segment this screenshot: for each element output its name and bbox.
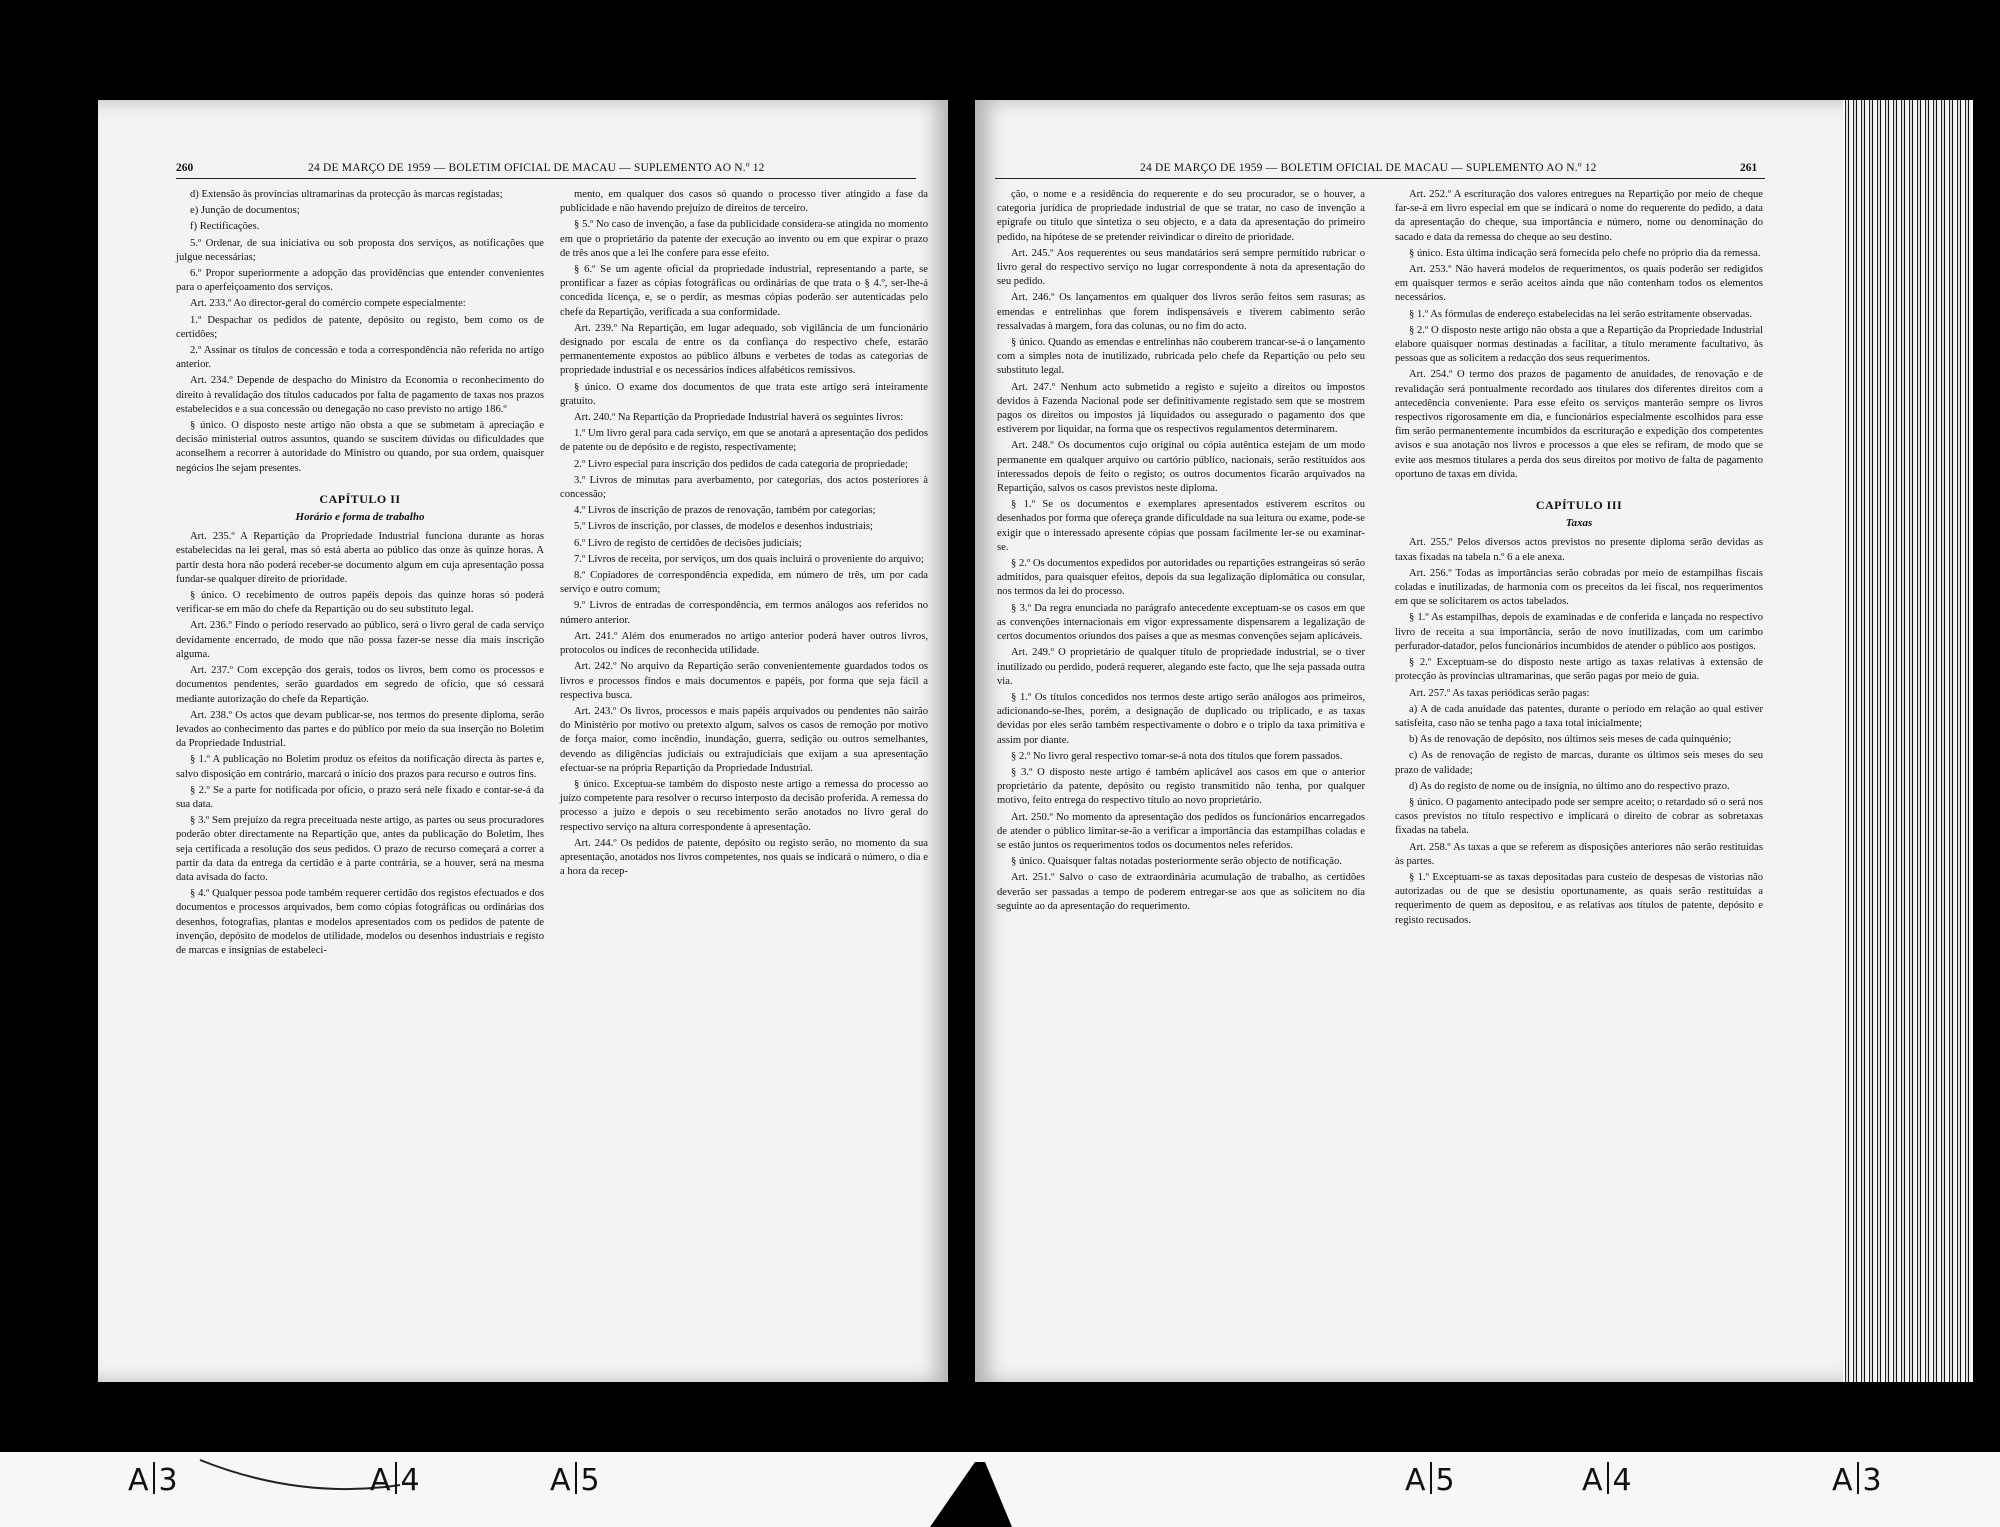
running-header: 24 DE MARÇO DE 1959 — BOLETIM OFICIAL DE MACAU — SUPLEMENTO AO N.º 12 [1140,162,1597,174]
paragraph: § 1.º Se os documentos e exemplares apresentados estiverem escritos ou desenhados por forma que ofereça grande dificuldade na sua leitura ou exame, pode-se exigir que o interessado apresente cópias que possam facilmente ler-se ou examinar-se. [997,499,1365,553]
paragraph: § único. Quaisquer faltas notadas posteriormente serão objecto de notificação. [1011,856,1342,868]
paragraph: Art. 248.º Os documentos cujo original ou cópia autêntica estejam de um modo permanente em qualquer arquivo ou cartório público, nacionais, serão restituídos aos interessados depois de feito o registo; os outros documentos ficarão arquivados na Repartição, salvos os casos previstos neste diploma. [997,440,1365,495]
paragraph: § 4.º Qualquer pessoa pode também requerer certidão dos registos efectuados e dos documentos e processos arquivados, bem como cópias fotográficas ou ordinárias dos desenhos, fotografias, plantas e modelos apresentados com os pedidos de patente de invenção, depósito de modelos de utilidade, modelos ou desenhos industriais e registo de marcas e insígnias de estabeleci- [176,888,544,956]
paragraph: Art. 251.º Salvo o caso de extraordinária acumulação de trabalho, as certidões deverão ser passadas a tempo de poderem entregar-se aos que as solicitem no dia seguinte ao da apresentação do requerimento. [997,872,1365,912]
paragraph: § 1.º Exceptuam-se as taxas depositadas para custeio de despesas de vistorias não autorizadas ou de que se desistiu oportunamente, as quais serão restituídas a requerimento de quem as depositou, e as relativas aos títulos de patente, depósito e registo recusados. [1395,871,1763,926]
header-rule [995,178,1765,179]
paragraph: § 2.º Se a parte for notificada por ofício, o prazo será nele fixado e contar-se-á da sua data. [176,784,544,810]
paragraph: 2.º Assinar os títulos de concessão e toda a correspondência não referida no artigo anterior. [176,345,544,371]
paragraph: § 2.º Exceptuam-se do disposto neste artigo as taxas relativas à extensão de protecção às províncias ultramarinas, que serão pagas por meio de guia. [1395,657,1763,683]
paragraph: § 2.º No livro geral respectivo tomar-se-á nota dos títulos que forem passados. [1011,750,1343,762]
paragraph: c) As de renovação de registo de marcas, durante os últimos seis meses do seu prazo de validade; [1395,750,1763,776]
paragraph: Art. 234.º Depende de despacho do Ministro da Economia o reconhecimento do direito à revalidação dos títulos caducados por falta de pagamento de taxas nos prazos estabelecidos e a sua concessão ou denegação no caso previsto no artigo 186.º [176,375,544,415]
paragraph: 6.º Livro de registo de certidões de decisões judiciais; [574,537,802,549]
paragraph: Art. 253.º Não haverá modelos de requerimentos, os quais poderão ser redigidos em quaisquer termos e serão aceitos ainda que não contenham todos os elementos necessários. [1395,264,1763,304]
paragraph: Art. 246.º Os lançamentos em qualquer dos livros serão feitos sem rasuras; as emendas e entrelinhas que forem indispensáveis e tiverem cabimento serão ressalvadas à margem, fora das colunas, ou no fim do acto. [997,292,1365,332]
paragraph: § 2.º O disposto neste artigo não obsta a que a Repartição da Propriedade Industrial elabore quaisquer normas destinadas a facilitar, a título meramente facultativo, às pessoas que as solicitem a redacção dos seus requerimentos. [1395,324,1763,365]
paragraph: 3.º Livros de minutas para averbamento, por categorias, dos actos posteriores à concessão; [560,474,928,501]
film-notch [0,1440,2000,1527]
paragraph: § 1.º Os títulos concedidos nos termos deste artigo serão análogos aos primeiros, adicionando-se-lhes, porém, a designação de duplicado ou triplicado, e as taxas devidas por eles serão também respectivamente o dobro e o triplo da taxa primitiva e assim por diante. [997,691,1365,746]
chapter-subtitle: Horário e forma de trabalho [295,511,425,524]
paragraph: Art. 240.º Na Repartição da Propriedade Industrial haverá os seguintes livros: [574,412,904,424]
paragraph: 5.º Ordenar, de sua iniciativa ou sob proposta dos serviços, as notificações que julgue necessárias; [176,237,544,263]
paragraph: e) Junção de documentos; [190,205,300,217]
chapter-title: CAPÍTULO III [1535,498,1623,513]
paragraph: 9.º Livros de entradas de correspondência, em termos análogos aos referidos no número anterior. [560,600,928,626]
paragraph: Art. 233.º Ao director-geral do comércio compete especialmente: [190,298,466,310]
paragraph: § único. Exceptua-se também do disposto neste artigo a remessa do processo ao juízo competente para resolver o recurso interposto da decisão proferida. A remessa do processo a juízo e depois o seu recebimento serão anotados no livro geral do respectivo serviço na altura correspondente à apresentação. [560,778,928,833]
paragraph: d) Extensão às províncias ultramarinas da protecção às marcas registadas; [190,189,503,200]
running-header: 24 DE MARÇO DE 1959 — BOLETIM OFICIAL DE MACAU — SUPLEMENTO AO N.º 12 [308,162,765,174]
text-column-left [997,188,1365,916]
paragraph: d) As do registo de nome ou de insígnia, no último ano do respectivo prazo. [1409,780,1730,792]
chapter-subtitle: Taxas [1565,517,1593,530]
paragraph: ção, o nome e a residência do requerente e do seu procurador, se o houver, a categoria jurídica de propriedade industrial de que se tratar, no caso de invenção a epígrafe ou título que sintetiza o seu objecto, e a data da apresentação do primeiro pedido, na hipótese de se pretender reivindicar o direito de prioridade. [997,189,1365,243]
paragraph: Art. 247.º Nenhum acto submetido a registo e sujeito a direitos ou impostos devidos à Fazenda Nacional pode ser definitivamente registado sem que se mostrem pagos os direitos ou impostos já liquidados ou assegurado o pagamento dos que estiverem por liquidar, na forma que os respectivos regulamentos determinarem. [997,381,1365,436]
paragraph: Art. 252.º A escrituração dos valores entregues na Repartição por meio de cheque far-se-á em livro especial em que se indicará o nome do requerente do pedido, a data da apresentação do cheque, sua importância e número, nome ou denominação do sacado e data da remessa do cheque ao seu destino. [1395,189,1763,243]
paragraph: § 3.º O disposto neste artigo é também aplicável aos casos em que o anterior proprietário da patente, depósito ou registo transmitido não tenha, por qualquer motivo, feito entrega do respectivo título ao novo proprietário. [997,766,1365,807]
paragraph: § 2.º Os documentos expedidos por autoridades ou repartições estrangeiras só serão admitidos, para quaisquer efeitos, depois da sua legalização diplomática ou consular, nos termos da lei do processo. [997,558,1365,598]
page-edges [1843,100,1973,1382]
paragraph: Art. 238.º Os actos que devam publicar-se, nos termos do presente diploma, serão levados ao conhecimento das partes e do público por meio da sua inserção no Boletim da Propriedade Industrial. [176,709,544,750]
paragraph: Art. 258.º As taxas a que se referem as disposições anteriores não serão restituídas às partes. [1395,841,1763,867]
paragraph: Art. 239.º Na Repartição, em lugar adequado, sob vigilância de um funcionário designado por escala de entre os da confiança do respectivo chefe, estarão permanentemente expostos ao público álbuns e verbetes de todas as categorias de propriedade industrial e os necessários índices alfabéticos remissivos. [560,322,928,377]
paragraph: § 1.º As estampilhas, depois de examinadas e de conferida e lançada no respectivo livro de receita a sua importância, serão de novo inutilizadas, com um carimbo perfurador-datador, pelos funcionários incumbidos de atender o público aos postigos. [1395,612,1763,652]
paragraph: Art. 237.º Com excepção dos gerais, todos os livros, bem como os processos e documentos pendentes, serão guardados em segredo de ofício, que só cessará mediante autorização do chefe da Repartição. [176,665,544,705]
paragraph: § único. O pagamento antecipado pode ser sempre aceito; o retardado só o será nos casos previstos no título respectivo e implicará o direito de cobrar as sobretaxas fixadas na tabela. [1395,796,1763,837]
paragraph: § 6.º Se um agente oficial da propriedade industrial, representando a parte, se prontificar a fazer as cópias fotográficas ou ordinárias de que trata o § 4.º, ser-lhe-á concedida licença, e, se o perdir, as mesmas cópias poderão ser autenticadas pelo chefe da Repartição, verificada a sua conformidade. [560,264,928,318]
paragraph: Art. 256.º Todas as importâncias serão cobradas por meio de estampilhas fiscais coladas e inutilizadas, de harmonia com os preceitos da lei fiscal, nos requerimentos em que se solicitarem os actos tabelados. [1395,567,1763,608]
paragraph: § único. O exame dos documentos de que trata este artigo será inteiramente gratuito. [560,381,928,407]
book-gutter [948,95,975,1395]
film-tab-marker: A 4 [370,1463,420,1498]
chapter-title: CAPÍTULO II [319,491,401,506]
paragraph: § 3.º Sem prejuízo da regra preceituada neste artigo, as partes ou seus procuradores poderão obter directamente na Repartição que, antes da publicação do Boletim, lhes seja certificada a resolução dos seus pedidos. O prazo de recurso começará a correr a partir da data da entrega da certidão e à parte contrária, se a houver, será na mesma data avisada do facto. [176,815,544,883]
paragraph: § 1.º A publicação no Boletim produz os efeitos da notificação directa às partes e, salvo disposição em contrário, marcará o início dos prazos para recurso e outros fins. [176,754,544,780]
paragraph: Art. 245.º Aos requerentes ou seus mandatários será sempre permitido rubricar o livro geral do respectivo serviço no lugar correspondente à nota da apresentação do seu pedido. [997,247,1365,288]
paragraph: Art. 254.º O termo dos prazos de pagamento de anuidades, de renovação e de revalidação será pontualmente recordado aos titulares dos diferentes direitos com a antecedência conveniente. Para esse efeito os serviços manterão sempre os livros respectivos rigorosamente em dia, e funcionários especialmente escolhidos para esse fim serão permanentemente incumbidos da escrituração e expedição dos competentes avisos e sua anotação nos livros e processos a que eles se refiram, de modo que se evite aos mesmos titulares a perda dos seus direitos por motivo de falta de pagamento oportuno de taxas em dívida. [1395,369,1763,480]
left-page [98,100,948,1382]
text-column-right [1395,188,1763,930]
paragraph: Art. 250.º No momento da apresentação dos pedidos os funcionários encarregados de atender o público limitar-se-ão a verificar a importância das estampilhas coladas e se estão juntos os requerimentos todos os documentos neles referidos. [997,811,1365,851]
text-column-right [560,188,928,881]
page-number: 261 [1740,162,1758,174]
paragraph: § único. O recebimento de outros papéis depois das quinze horas só poderá verificar-se em mão do chefe da Repartição ou do seu substituto legal. [176,590,544,616]
paragraph: f) Rectificações. [190,221,260,233]
paragraph: Art. 242.º No arquivo da Repartição serão convenientemente guardados todos os livros e processos findos e mais documentos e papéis, por forma que seja fácil a respectiva busca. [560,661,928,701]
paragraph: 4.º Livros de inscrição de prazos de renovação, também por categorias; [574,505,876,517]
paragraph: 1.º Um livro geral para cada serviço, em que se anotará a apresentação dos pedidos de patente ou de depósito e de registo, respectivamente; [560,428,928,454]
paragraph: § 5.º No caso de invenção, a fase da publicidade considera-se atingida no momento em que o proprietário da patente der execução ao invento ou em que expirar o prazo de três anos que a lei lhe confere para esse efeito. [560,219,928,259]
paragraph: 6.º Propor superiormente a adopção das providências que entender convenientes para o aperfeiçoamento dos serviços. [176,268,544,294]
paragraph: b) As de renovação de depósito, nos últimos seis meses de cada quinquénio; [1409,734,1732,746]
paragraph: 8.º Copiadores de correspondência expedida, em número de três, um por cada serviço e outro comum; [560,570,928,596]
paragraph: 2.º Livro especial para inscrição dos pedidos de cada categoria de propriedade; [574,458,908,470]
film-tab-marker: A 3 [128,1463,178,1498]
paragraph: Art. 244.º Os pedidos de patente, depósito ou registo serão, no momento da sua apresentação, anotados nos livros competentes, nos quais se indicará o número, o dia e a hora da recep- [560,837,928,878]
paragraph: 1.º Despachar os pedidos de patente, depósito ou registo, bem como os de certidões; [176,314,544,340]
paragraph: Art. 236.º Findo o período reservado ao público, será o livro geral de cada serviço devidamente encerrado, de modo que não possa fazer-se nesse dia mais inscrição alguma. [176,620,544,660]
paragraph: § 1.º As fórmulas de endereço estabelecidas na lei serão estritamente observadas. [1409,308,1753,320]
right-page [975,100,1843,1382]
text-column-left [176,188,544,960]
paragraph: Art. 257.º As taxas periódicas serão pagas: [1409,687,1590,699]
paragraph: Art. 255.º Pelos diversos actos previstos no presente diploma serão devidas as taxas fixadas na tabela n.º 6 a ele anexa. [1395,537,1763,563]
paragraph: § único. Esta última indicação será fornecida pelo chefe no próprio dia da remessa. [1409,247,1761,259]
paragraph: § único. O disposto neste artigo não obsta a que se submetam à apreciação e decisão ministerial outros assuntos, quando se suscitem dúvidas ou dificuldades que aconselhem a recorrer à autoridade do Ministro ou quando, por sua ordem, quaisquer negócios lhe sejam presentes. [176,420,544,474]
paragraph: Art. 249.º O proprietário de qualquer título de propriedade industrial, se o tiver inutilizado ou perdido, poderá requerer, alegando este facto, que lhe seja passada outra via. [997,647,1365,687]
paragraph: Art. 243.º Os livros, processos e mais papéis arquivados ou pendentes não sairão do Ministério por motivo ou pretexto algum, salvos os casos de remoção por motivo de força maior, como incêndio, inundação, guerra, sedição ou outros semelhantes, devendo as diligências judiciais ou extrajudiciais que exijam a sua apresentação efectuar-se na própria Repartição da Propriedade Industrial. [560,705,928,774]
paragraph: Art. 241.º Além dos enumerados no artigo anterior poderá haver outros livros, protocolos ou índices de reconhecida utilidade. [560,630,928,657]
paragraph: § único. Quando as emendas e entrelinhas não couberem trancar-se-á o lançamento com a simples nota de inutilizado, rubricada pelo chefe da Repartição ou pelo seu substituto legal. [997,337,1365,377]
paragraph: § 3.º Da regra enunciada no parágrafo antecedente exceptuam-se os casos em que as convenções internacionais em vigor expressamente dispensarem a legalização de certos documentos oriundos dos países a que as mesmas convenções sejam aplicáveis. [997,602,1365,643]
page-number: 260 [176,162,194,174]
header-rule [176,178,916,179]
film-tab-marker: A 5 [550,1463,600,1498]
paragraph: 7.º Livros de receita, por serviços, um dos quais incluirá o proveniente do arquivo; [574,553,924,565]
paragraph: mento, em qualquer dos casos só quando o processo tiver atingido a fase da publicidade e não havendo prejuízo de direitos de terceiro. [560,189,928,215]
film-tab-marker: A 5 [1405,1463,1455,1498]
film-tab-marker: A 4 [1582,1463,1632,1498]
paragraph: Art. 235.º A Repartição da Propriedade Industrial funciona durante as horas estabelecidas na lei geral, mas só está aberta ao público das onze às quinze horas. A partir desta hora não poderá receber-se documento algum em cuja apresentação possa fundar-se qualquer direito de prioridade. [176,531,544,585]
paragraph: 5.º Livros de inscrição, por classes, de modelos e desenhos industriais; [574,521,873,533]
film-tab-marker: A 3 [1832,1463,1882,1498]
paragraph: a) A de cada anuidade das patentes, durante o período em relação ao qual estiver satisfeita, caso não se tenha pago a taxa total inicialmente; [1395,703,1763,729]
